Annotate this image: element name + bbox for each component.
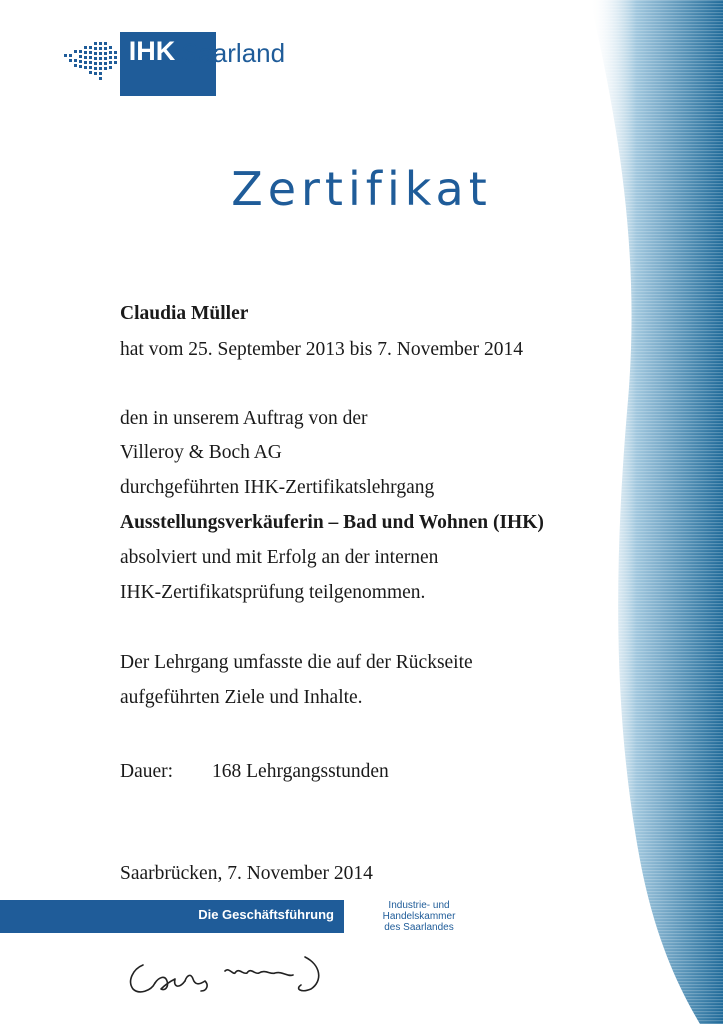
handwritten-signature bbox=[125, 945, 355, 1005]
duration-label: Dauer: bbox=[120, 761, 174, 782]
course-period: hat vom 25. September 2013 bis 7. November 2014 bbox=[120, 339, 523, 360]
statement-line: durchgeführten IHK-Zertifikatslehrgang bbox=[120, 477, 435, 498]
chamber-line: Handelskammer bbox=[382, 911, 456, 922]
duration-row bbox=[120, 760, 520, 784]
title-text: Zertifikat bbox=[231, 162, 492, 216]
management-label: Die Geschäftsführung bbox=[198, 907, 334, 922]
chamber-line: Industrie- und bbox=[388, 900, 450, 911]
contents-note-line: Der Lehrgang umfasste die auf der Rückseite bbox=[120, 652, 473, 673]
contents-note-line: aufgeführten Ziele und Inhalte. bbox=[120, 687, 363, 708]
logo-region: Saarland bbox=[181, 38, 286, 68]
recipient-name: Claudia Müller bbox=[120, 303, 249, 324]
place-date: Saarbrücken, 7. November 2014 bbox=[120, 863, 373, 884]
course-title: Ausstellungsverkäuferin – Bad und Wohnen (IHK) bbox=[120, 512, 544, 533]
management-bar bbox=[0, 900, 344, 933]
logo-brand: IHK bbox=[128, 36, 176, 66]
result-line: absolviert und mit Erfolg an der internen bbox=[120, 547, 439, 568]
chamber-line: des Saarlandes bbox=[384, 922, 454, 933]
saarland-map-icon bbox=[62, 36, 124, 86]
statement-line: den in unserem Auftrag von der bbox=[120, 408, 368, 429]
result-line: IHK-Zertifikatsprüfung teilgenommen. bbox=[120, 582, 426, 603]
duration-value: 168 Lehrgangsstunden bbox=[212, 761, 389, 782]
certificate-title bbox=[0, 162, 723, 216]
chamber-name bbox=[369, 900, 469, 933]
company-name: Villeroy & Boch AG bbox=[120, 442, 282, 463]
